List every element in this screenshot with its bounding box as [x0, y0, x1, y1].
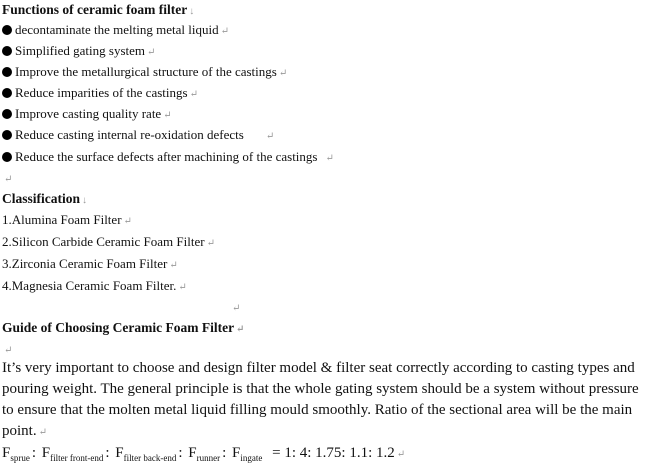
classification-item: 3.Zirconia Ceramic Foam Filter ↵ — [2, 256, 178, 271]
blank-line: ↵ — [232, 303, 241, 314]
function-item: decontaminate the melting metal liquid ↵ — [2, 22, 229, 40]
blank-line: ↵ — [4, 174, 13, 185]
classification-heading: Classification ↓ — [2, 191, 88, 206]
function-item: Reduce casting internal re-oxidation defects ↵ — [2, 127, 274, 145]
function-item: Improve casting quality rate ↵ — [2, 106, 172, 124]
classification-item: 1.Alumina Foam Filter ↵ — [2, 212, 132, 227]
classification-item: 4.Magnesia Ceramic Foam Filter. ↵ — [2, 278, 187, 293]
bullet-icon — [2, 88, 12, 98]
guide-heading: Guide of Choosing Ceramic Foam Filter ↵ — [2, 320, 245, 335]
functions-heading: Functions of ceramic foam filter ↓ — [2, 2, 195, 17]
blank-line: ↵ — [4, 345, 13, 356]
function-item: Improve the metallurgical structure of the castings ↵ — [2, 64, 287, 82]
bullet-icon — [2, 25, 12, 35]
bullet-icon — [2, 130, 12, 140]
bullet-icon — [2, 67, 12, 77]
guide-paragraph: It’s very important to choose and design filter model & filter seat correctly according to casting types and pouring weight. The general principle is that the whole gating system should be a system without pressure to ensure that the molten metal liquid filling mould smoothly. Ratio of the sectional area will be the main point. ↵ — [2, 360, 639, 439]
area-ratio-formula: $F_{sprue}$ : $F_{filter front-end}$ : $F_{filter back-end}$ : $F_{runner}$ : $F_{ingate} = 1$: 4: 1.75: 1.1: 1.2 ↵ — [2, 445, 406, 463]
bullet-icon — [2, 109, 12, 119]
function-item: Reduce imparities of the castings ↵ — [2, 85, 198, 103]
function-item: Reduce the surface defects after machining of the castings ↵ — [2, 149, 334, 167]
classification-item: 2.Silicon Carbide Ceramic Foam Filter ↵ — [2, 234, 215, 249]
bullet-icon — [2, 46, 12, 56]
function-item: Simplified gating system ↵ — [2, 43, 155, 61]
bullet-icon — [2, 152, 12, 162]
